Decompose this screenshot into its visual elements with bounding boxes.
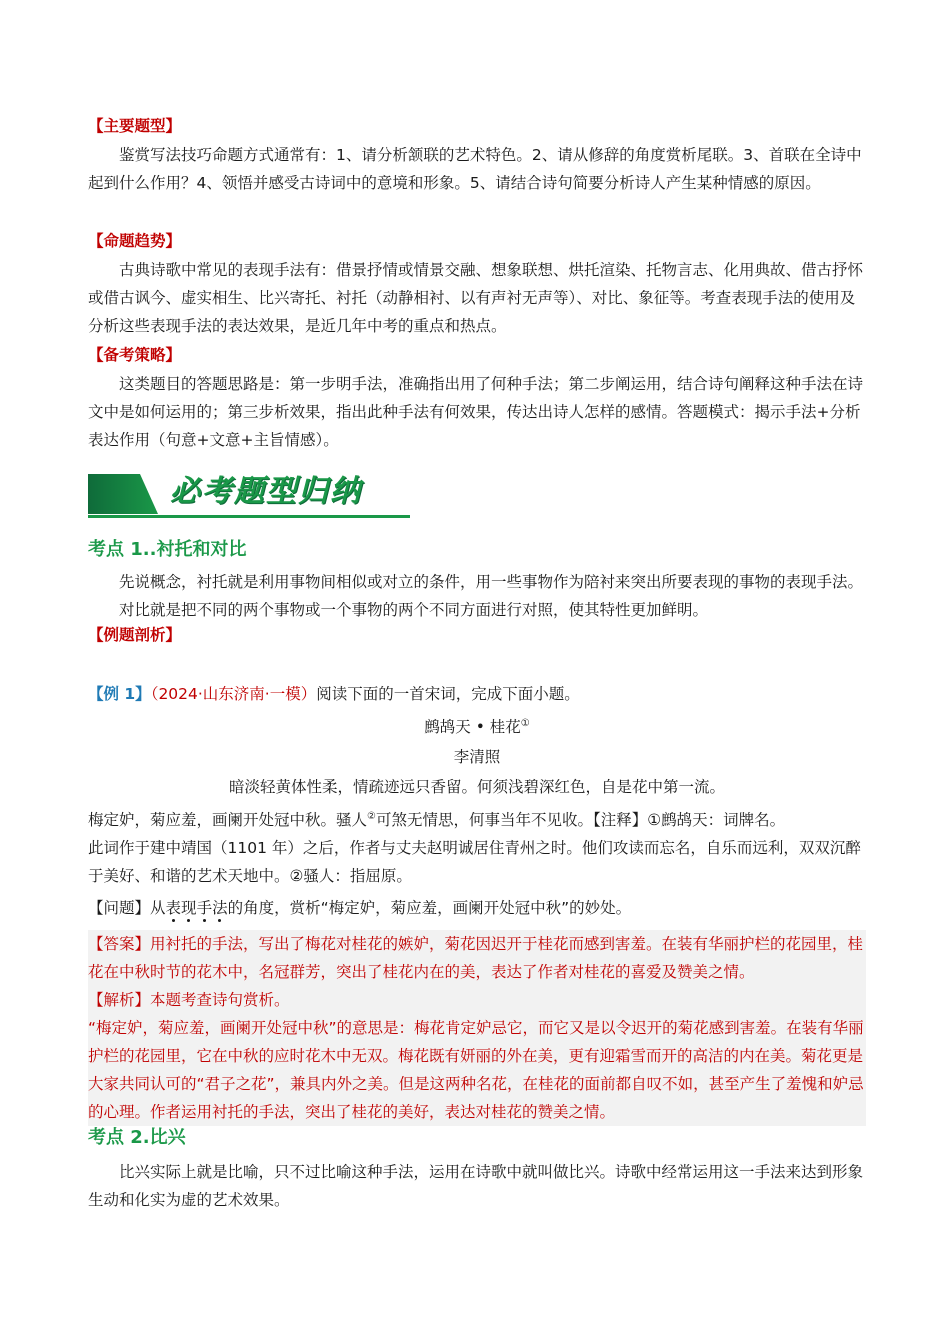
section-title: 【命题趋势】 <box>88 232 182 250</box>
note-continued: 此词作于建中靖国（1101 年）之后，作者与丈夫赵明诚居住青州之时。他们攻读而忘名，自乐而远利，双双沉醉于美好、和谐的艺术天地中。②骚人：指屈原。 <box>88 839 861 886</box>
poem-line: 暗淡轻黄体性柔，情疏迹远只香留。何须浅碧深红色，自是花中第一流。 <box>228 778 725 797</box>
kaodian-title: 考点 1..衬托和对比 <box>88 539 247 560</box>
poem-mark: ② <box>367 811 376 823</box>
section-body: 这类题目的答题思路是：第一步明手法，准确指出用了何种手法；第二步阐运用，结合诗句阐释这种手法在诗文中是如何运用的；第三步析效果，指出此种手法有何效果，传达出诗人怎样的感情。答题模式：揭示手法+分析表达作用（句意+文意+主旨情感）。 <box>88 375 864 449</box>
section-body: 鉴赏写法技巧命题方式通常有：1、请分析颔联的艺术特色。2、请从修辞的角度赏析尾联。3、首联在全诗中起到什么作用？4、领悟并感受古诗词中的意境和形象。5、请结合诗句简要分析诗人产生某种情感的原因。 <box>88 146 862 192</box>
banner-tab-shape <box>88 474 158 514</box>
poem-author: 李清照 <box>453 748 501 767</box>
kaodian-paragraph: 对比就是把不同的两个事物或一个事物的两个不同方面进行对照，使其特性更加鲜明。 <box>119 601 709 619</box>
question <box>88 894 866 922</box>
section-trends <box>88 228 866 340</box>
kaodian-1 <box>88 536 866 646</box>
analysis-title: 【例题剖析】 <box>88 626 182 644</box>
analysis-text: “梅定妒，菊应羞，画阑开处冠中秋”的意思是：梅花肯定妒忌它，而它又是以令迟开的菊花感到害羞。在装有华丽护栏的花园里，它在中秋的应时花木中无双。梅花既有妍丽的外在美，更有迎霜雪而开的高洁的内在美。菊花更是大家共同认可的“君子之花”，兼具内外之美。但是这两种名花，在桂花的面前都自叹不如，甚至产生了羞愧和妒忌的心理。作者运用衬托的手法，突出了桂花的美好，表达对桂花的赞美之情。 <box>88 1019 864 1122</box>
kaodian-2 <box>88 1124 866 1214</box>
answer-panel <box>88 930 866 1126</box>
banner-title: 必考题型归纳 <box>170 474 362 509</box>
section-title: 【备考策略】 <box>88 346 182 364</box>
example-instruction: 阅读下面的一首宋词，完成下面小题。 <box>316 685 580 703</box>
kaodian-paragraph: 先说概念，衬托就是利用事物间相似或对立的条件，用一些事物作为陪衬来突出所要表现的事物的表现手法。 <box>119 573 864 591</box>
example-source: （2024·山东济南·一模） <box>150 685 317 703</box>
poem-line-with-note <box>88 803 866 834</box>
banner-underline <box>88 515 410 518</box>
emphasis-char: 法 <box>212 899 228 918</box>
kaodian-title: 考点 2.比兴 <box>88 1127 186 1148</box>
section-title: 【主要题型】 <box>88 117 182 135</box>
emphasis-char: 现 <box>181 899 197 918</box>
emphasis-char: 表 <box>165 899 182 918</box>
analysis-heading: 【解析】本题考查诗句赏析。 <box>88 991 290 1010</box>
example-tag: 【例 1】 <box>88 685 151 703</box>
note-label: 【注释】 <box>593 811 648 830</box>
example-block <box>88 680 866 1126</box>
poem-line-part: 梅定妒，菊应羞，画阑开处冠中秋。骚人 <box>88 811 368 830</box>
example-header <box>88 680 866 708</box>
section-banner <box>88 470 410 520</box>
section-body: 古典诗歌中常见的表现手法有：借景抒情或情景交融、想象联想、烘托渲染、托物言志、化用典故、借古抒怀或借古讽今、虚实相生、比兴寄托、衬托（动静相衬、以有声衬无声等）、对比、象征等。考查表现手法的使用及分析这些表现手法的表达效果，是近几年中考的重点和热点。 <box>88 261 864 335</box>
question-label: 【问题】 <box>88 899 151 918</box>
poem-title-text: 鹧鸪天 • 桂花 <box>424 718 521 737</box>
poem-line-part: 可煞无情思，何事当年不见收。 <box>375 811 593 830</box>
kaodian-paragraph: 比兴实际上就是比喻，只不过比喻这种手法，运用在诗歌中就叫做比兴。诗歌中经常运用这一手法来达到形象生动和化实为虚的艺术效果。 <box>88 1163 864 1209</box>
poem-title <box>88 710 866 741</box>
note-text: ①鹧鸪天：词牌名。 <box>647 811 786 830</box>
section-strategy <box>88 342 866 454</box>
section-main-types <box>88 113 866 197</box>
answer-text: 【答案】用衬托的手法，写出了梅花对桂花的嫉妒，菊花因迟开于桂花而感到害羞。在装有华丽护栏的花园里，桂花在中秋时节的花木中，名冠群芳，突出了桂花内在的美，表达了作者对桂花的喜爱及赞美之情。 <box>88 935 864 982</box>
poem-title-mark: ① <box>520 718 530 729</box>
emphasis-char: 手 <box>196 899 213 918</box>
question-text: 的角度，赏析“梅定妒，菊应羞，画阑开处冠中秋”的妙处。 <box>227 899 632 918</box>
question-text: 从 <box>150 899 166 918</box>
